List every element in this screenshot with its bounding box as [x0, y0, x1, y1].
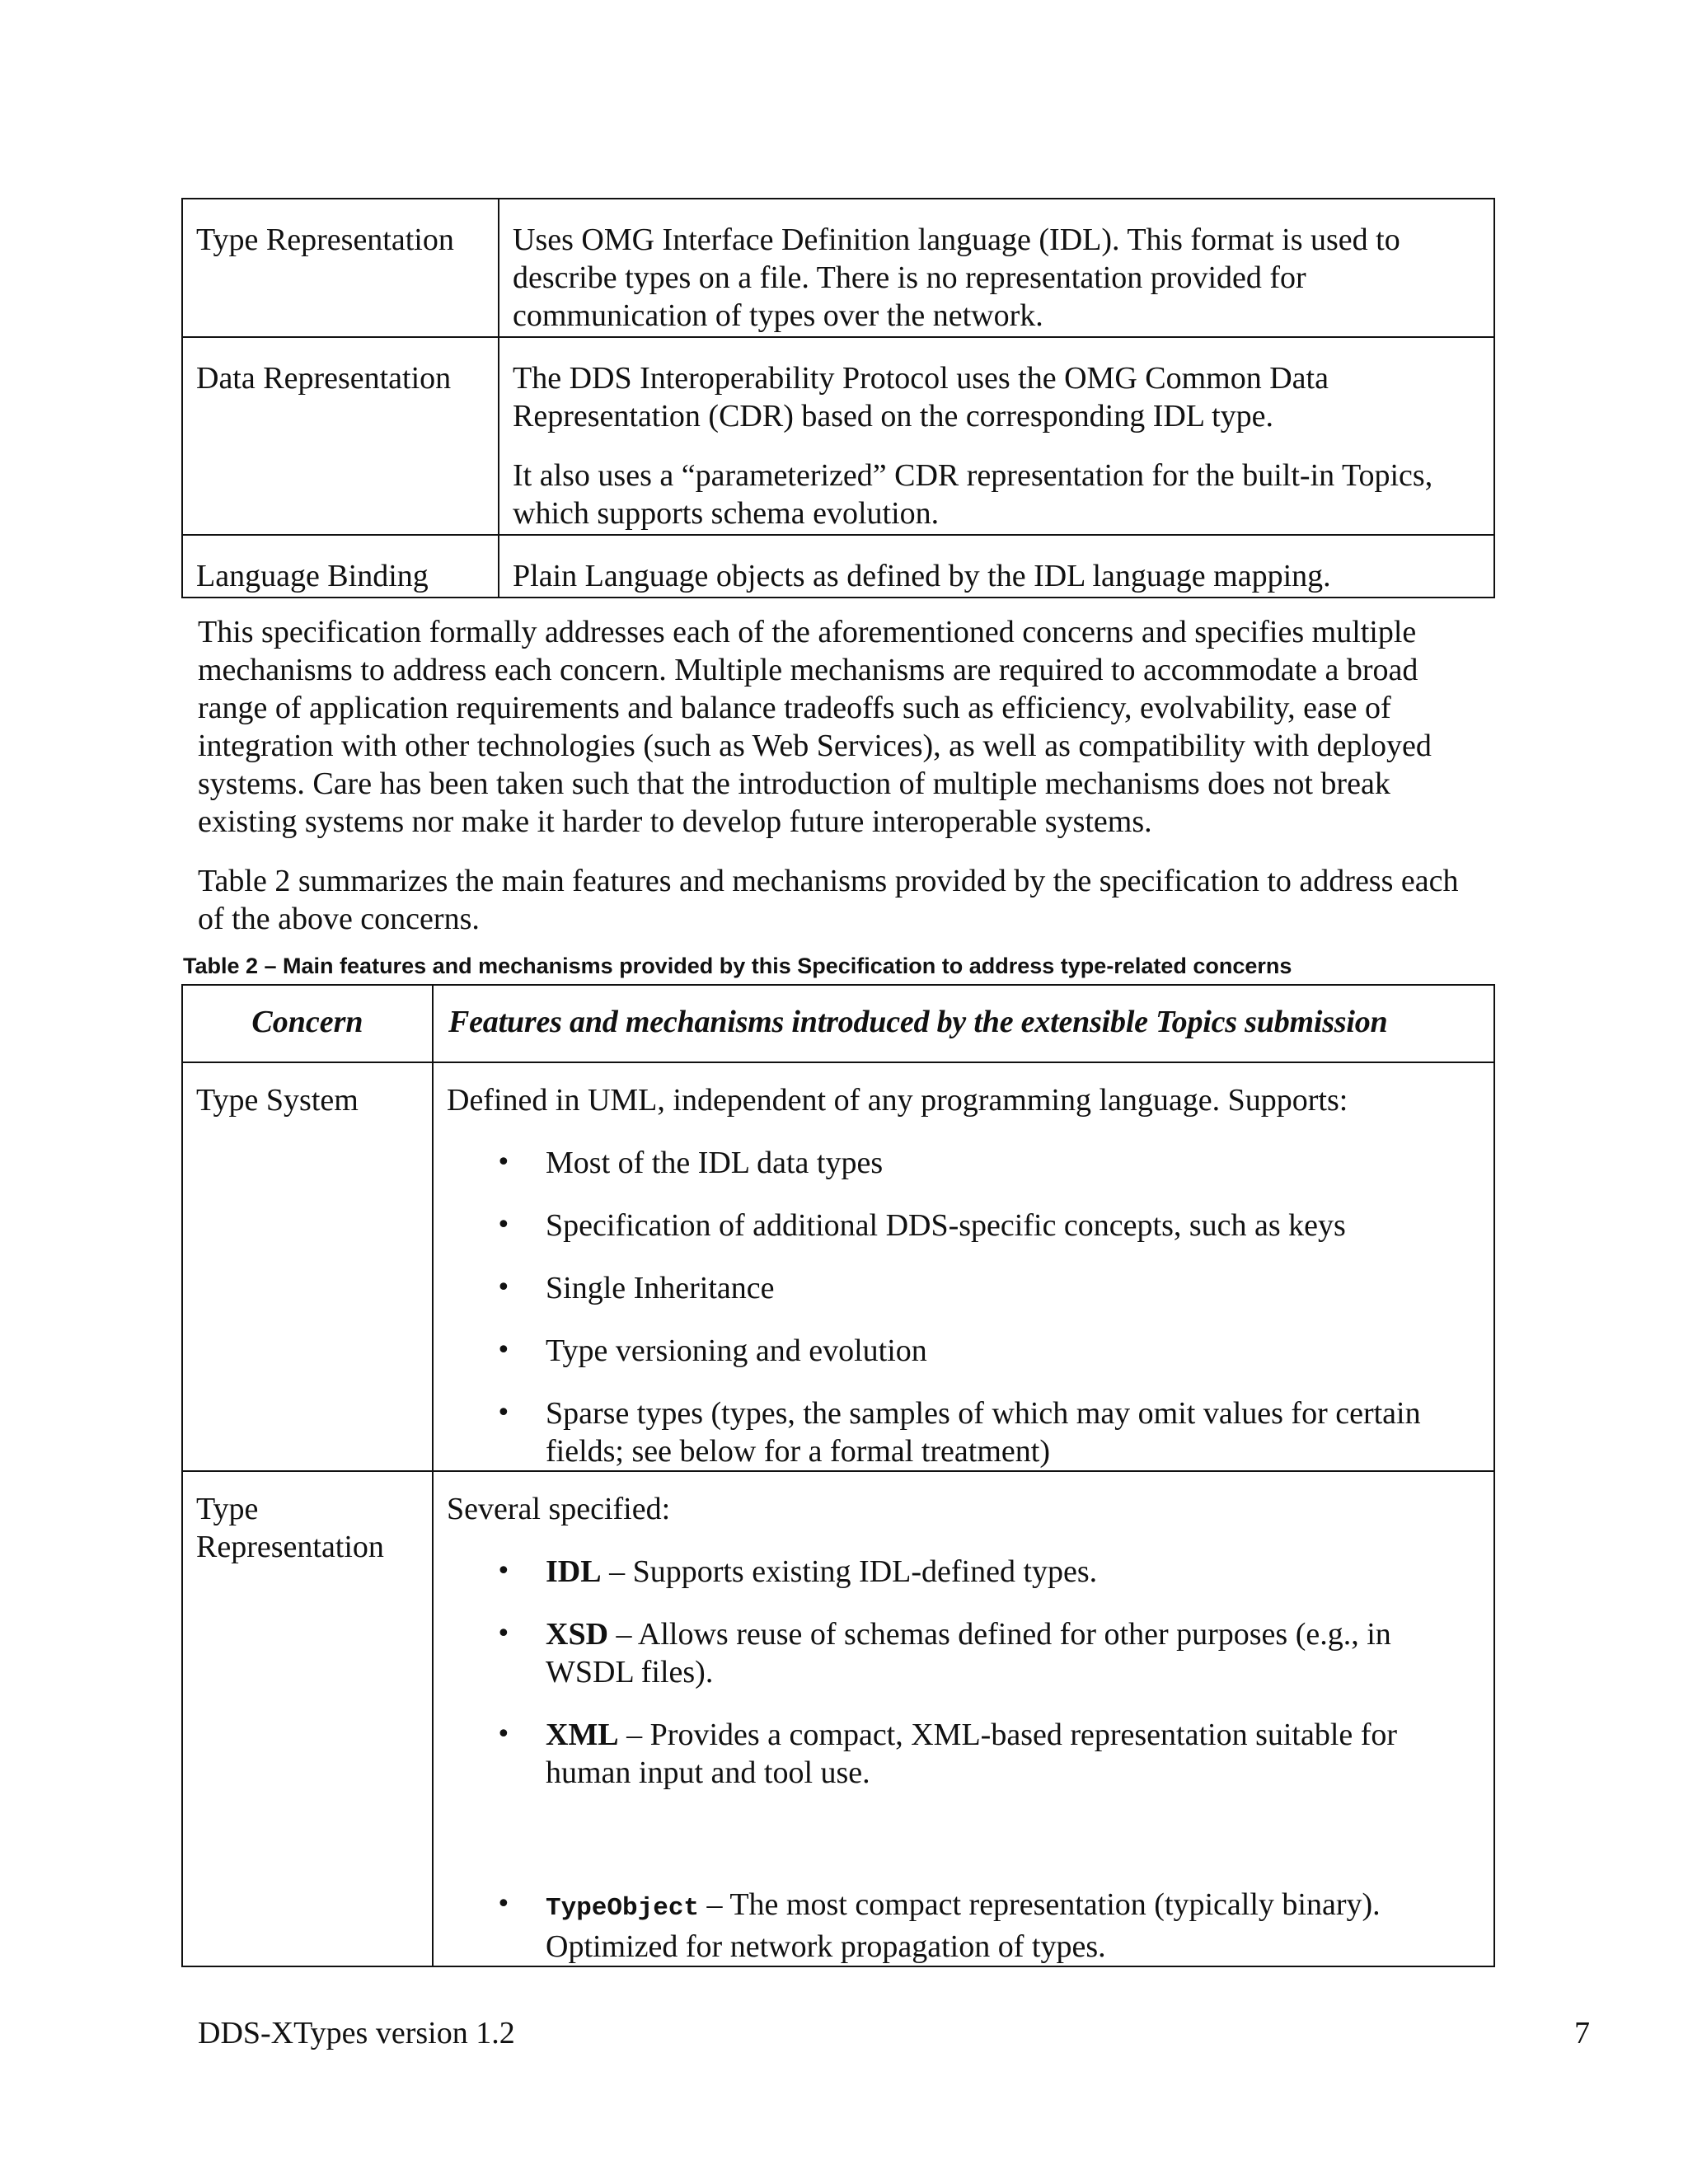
table-row [182, 199, 1494, 337]
table-caption: Table 2 – Main features and mechanisms provided by this Specification to address type-related concerns [183, 954, 1292, 978]
list-item: • Sparse types (types, the samples of which may omit values for certain fields; see below for a formal treatment) [447, 1394, 1480, 1470]
bullet-desc: – The most compact representation (typically binary). Optimized for network propagation of types. [546, 1887, 1381, 1964]
row-text-2: It also uses a “parameterized” CDR representation for the built-in Topics, which supports schema evolution. [513, 458, 1433, 531]
features-table [181, 984, 1495, 1967]
bullet-term: IDL [546, 1554, 602, 1589]
bullet-desc: – Supports existing IDL-defined types. [601, 1554, 1098, 1589]
bullet-desc: – Allows reuse of schemas defined for other purposes (e.g., in WSDL files). [546, 1617, 1391, 1690]
column-header-concern: Concern [182, 985, 433, 1062]
body-paragraph: This specification formally addresses each of the aforementioned concerns and specifies multiple mechanisms to address each concern. Multiple mechanisms are required to accommodate a broad range of application requirements and balance tradeoffs such as efficiency, evolvability, ease of integration with other technologies (such as Web Services), as well as compatibility with deployed systems. Care has been taken such that the introduction of multiple mechanisms does not break existing systems nor make it harder to develop future interoperable systems. [198, 615, 1432, 839]
table-row [182, 535, 1494, 598]
list-item: • Single Inheritance [447, 1269, 1480, 1307]
body-paragraph: Table 2 summarizes the main features and mechanisms provided by the specification to address each of the above concerns. [198, 864, 1459, 936]
row-text: The DDS Interoperability Protocol uses the OMG Common Data Representation (CDR) based on the corresponding IDL type. [513, 361, 1329, 434]
bullet-term: XML [546, 1718, 619, 1752]
row-cell [433, 1062, 1494, 1471]
list-item [447, 1615, 1480, 1691]
list-item: • Type versioning and evolution [447, 1332, 1480, 1370]
row-label: Type Representation [182, 1471, 433, 1966]
row-intro: Defined in UML, independent of any programming language. Supports: [447, 1083, 1348, 1118]
table-header-row [182, 985, 1494, 1062]
list-item: • Specification of additional DDS-specific concepts, such as keys [447, 1207, 1480, 1244]
table-row [182, 337, 1494, 535]
bullet-list [447, 1553, 1480, 1966]
row-text: Plain Language objects as defined by the IDL language mapping. [499, 535, 1494, 598]
list-item [447, 1716, 1480, 1792]
table-row [182, 1062, 1494, 1471]
bullet-list [447, 1144, 1480, 1470]
list-item [447, 1553, 1480, 1591]
bullet-desc: – Provides a compact, XML-based representation suitable for human input and tool use. [546, 1718, 1398, 1790]
list-item [447, 1886, 1480, 1966]
concerns-table [181, 198, 1495, 598]
row-cell [433, 1471, 1494, 1966]
row-label: Type System [182, 1062, 433, 1471]
row-label: Data Representation [182, 337, 499, 535]
row-intro: Several specified: [447, 1492, 671, 1526]
row-cell [499, 337, 1494, 535]
row-label: Language Binding [182, 535, 499, 598]
row-text: Uses OMG Interface Definition language (IDL). This format is used to describe types on a file. There is no representation provided for communication of types over the network. [499, 199, 1494, 337]
column-header-features: Features and mechanisms introduced by the extensible Topics submission [433, 985, 1494, 1062]
bullet-term: XSD [546, 1617, 609, 1652]
row-label: Type Representation [182, 199, 499, 337]
table-row [182, 1471, 1494, 1966]
footer-title: DDS-XTypes version 1.2 [198, 2016, 515, 2050]
list-item: • Most of the IDL data types [447, 1144, 1480, 1182]
bullet-term: TypeObject [546, 1894, 700, 1923]
page-number: 7 [1574, 2016, 1590, 2050]
